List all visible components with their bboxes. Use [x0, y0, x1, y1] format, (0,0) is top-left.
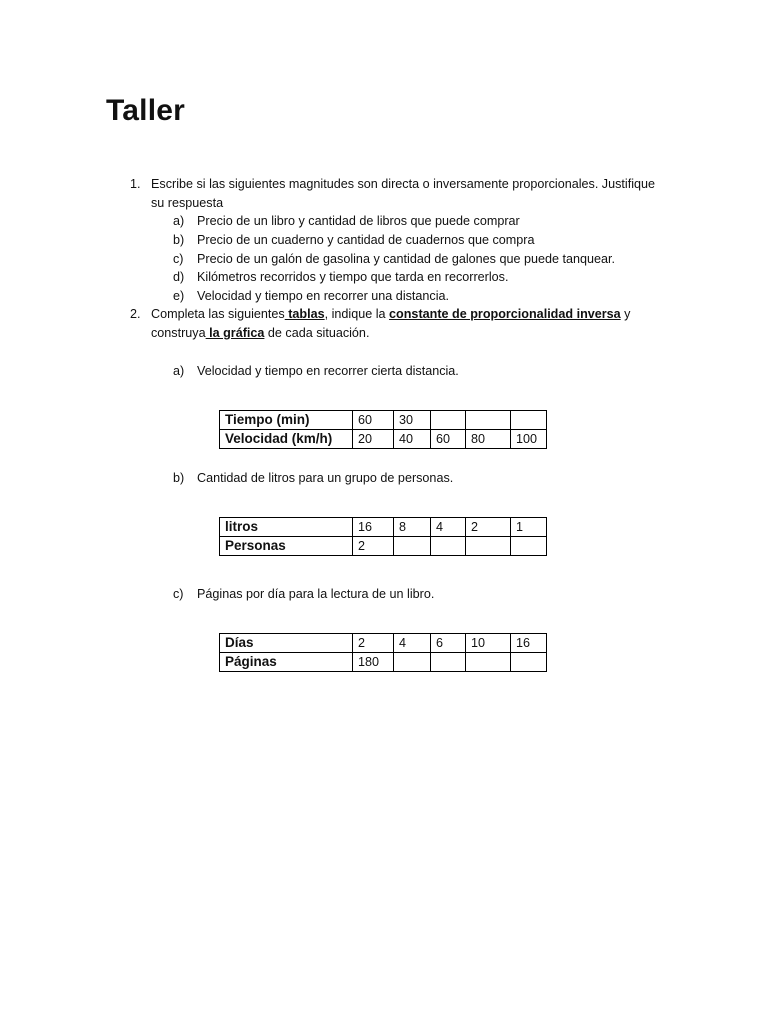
- table-cell: [431, 537, 466, 556]
- section-c-text: Páginas por día para la lectura de un libro.: [197, 587, 435, 601]
- q1-item-letter: d): [173, 270, 185, 284]
- table-cell: [511, 653, 547, 672]
- q2-text: , indique la: [324, 307, 390, 321]
- table-cell: 60: [353, 411, 394, 430]
- q2-text: de cada situación.: [264, 326, 370, 340]
- section-c-letter: c): [173, 587, 184, 601]
- table-cell: [466, 653, 511, 672]
- table-cell: 6: [431, 634, 466, 653]
- question-2-number: 2.: [130, 307, 141, 321]
- table-cell: [431, 411, 466, 430]
- question-2-text-line1: [151, 305, 630, 323]
- table-cell: [431, 653, 466, 672]
- q1-item-letter: c): [173, 252, 184, 266]
- question-2-text-line2: [151, 324, 369, 342]
- q2-text: construya: [151, 326, 206, 340]
- table-cell: [394, 653, 431, 672]
- q1-item-text: Precio de un libro y cantidad de libros que puede comprar: [197, 214, 520, 228]
- q2-emphasis-tablas: tablas: [284, 307, 325, 321]
- section-b-text: Cantidad de litros para un grupo de personas.: [197, 471, 454, 485]
- table-cell: 16: [511, 634, 547, 653]
- table-cell: 80: [466, 430, 511, 449]
- table-cell: 180: [353, 653, 394, 672]
- table-cell: 20: [353, 430, 394, 449]
- q2-text: y: [620, 307, 631, 321]
- q1-item-text: Precio de un galón de gasolina y cantidad de galones que puede tanquear.: [197, 252, 616, 266]
- row-label: Tiempo (min): [220, 411, 353, 430]
- table-cell: 10: [466, 634, 511, 653]
- row-label: Días: [220, 634, 353, 653]
- q1-item-letter: a): [173, 214, 185, 228]
- table-cell: 40: [394, 430, 431, 449]
- row-label: litros: [220, 518, 353, 537]
- q1-item-letter: e): [173, 289, 185, 303]
- table-cell: 2: [353, 537, 394, 556]
- question-1-number: 1.: [130, 177, 141, 191]
- table-cell: 30: [394, 411, 431, 430]
- row-label: Personas: [220, 537, 353, 556]
- section-a-letter: a): [173, 364, 185, 378]
- page-title: Taller: [106, 94, 186, 127]
- table-cell: [466, 537, 511, 556]
- table-cell: 1: [511, 518, 547, 537]
- question-1-text-line2: su respuesta: [151, 196, 224, 210]
- q2-text: Completa las siguientes: [151, 307, 285, 321]
- section-b-letter: b): [173, 471, 185, 485]
- table-row: [220, 430, 547, 449]
- table-row: [220, 653, 547, 672]
- section-a-text: Velocidad y tiempo en recorrer cierta distancia.: [197, 364, 459, 378]
- q1-item-text: Velocidad y tiempo en recorrer una distancia.: [197, 289, 450, 303]
- q2-emphasis-constante: constante de proporcionalidad inversa: [389, 307, 621, 321]
- row-label: Velocidad (km/h): [220, 430, 353, 449]
- table-litros-personas: [219, 517, 547, 556]
- q1-item-text: Kilómetros recorridos y tiempo que tarda en recorrerlos.: [197, 270, 509, 284]
- table-row: [220, 537, 547, 556]
- row-label: Páginas: [220, 653, 353, 672]
- table-row: [220, 411, 547, 430]
- table-cell: [511, 537, 547, 556]
- table-dias-paginas: [219, 633, 547, 672]
- q1-item-text: Precio de un cuaderno y cantidad de cuadernos que compra: [197, 233, 535, 247]
- q2-emphasis-grafica: la gráfica: [205, 326, 265, 340]
- table-cell: 2: [353, 634, 394, 653]
- table-cell: 8: [394, 518, 431, 537]
- table-cell: 100: [511, 430, 547, 449]
- table-cell: [511, 411, 547, 430]
- table-cell: [466, 411, 511, 430]
- table-row: [220, 518, 547, 537]
- table-cell: 60: [431, 430, 466, 449]
- table-tiempo-velocidad: [219, 410, 547, 449]
- table-cell: 4: [394, 634, 431, 653]
- q1-item-letter: b): [173, 233, 185, 247]
- table-cell: [394, 537, 431, 556]
- table-cell: 4: [431, 518, 466, 537]
- table-cell: 16: [353, 518, 394, 537]
- table-cell: 2: [466, 518, 511, 537]
- question-1-text-line1: Escribe si las siguientes magnitudes son directa o inversamente proporcionales. Justifique: [151, 177, 656, 191]
- table-row: [220, 634, 547, 653]
